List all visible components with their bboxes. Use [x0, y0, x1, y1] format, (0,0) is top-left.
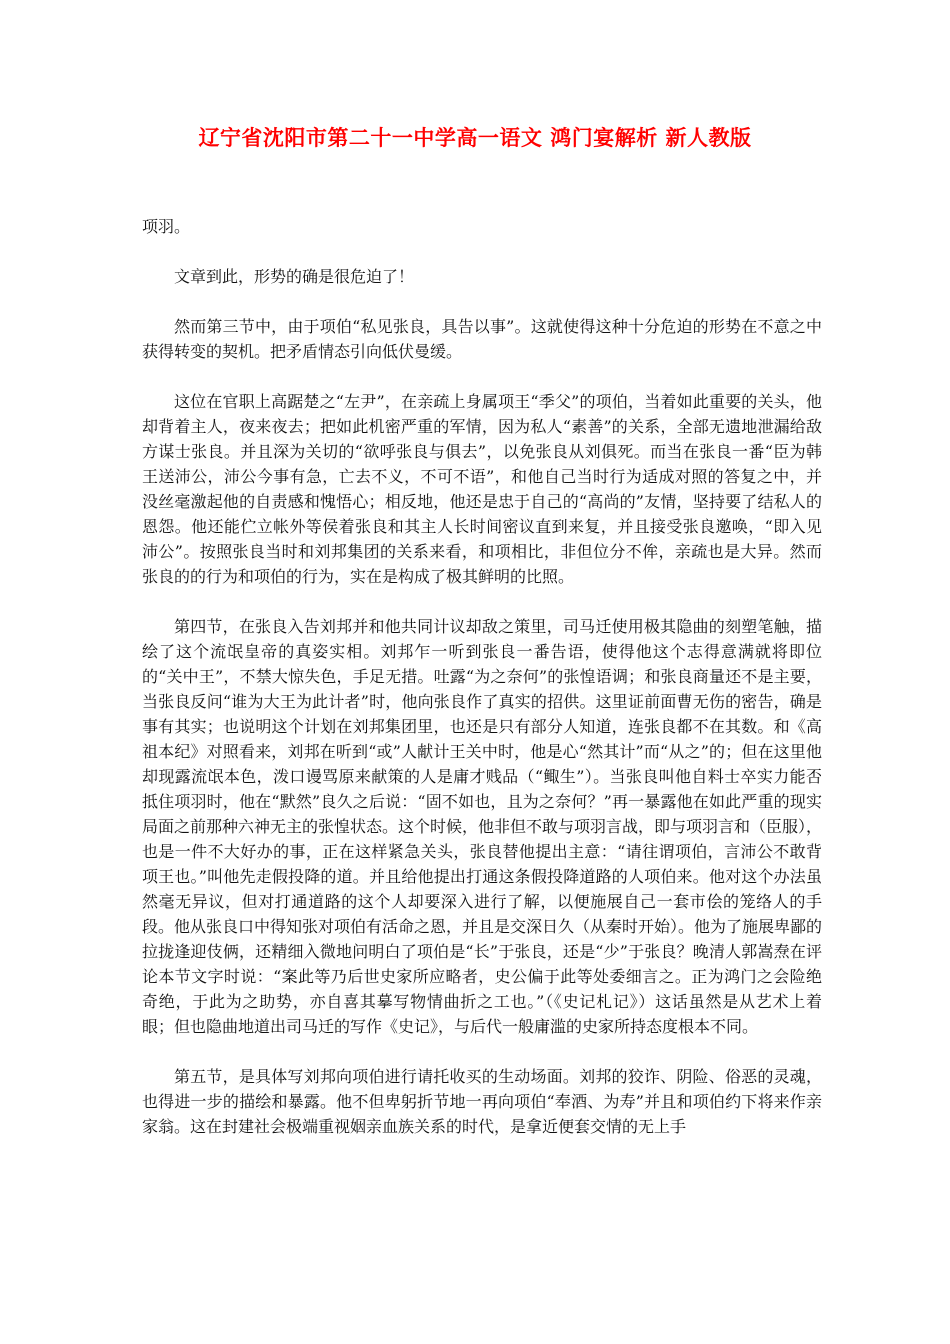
- paragraph-5: 第四节，在张良入告刘邦并和他共同计议却敌之策里，司马迁使用极其隐曲的刻塑笔触，描绘了这个流氓皇帝的真姿实相。刘邦乍一听到张良一番告语，使得他这个志得意满就将即位的“关中王”，不禁大惊失色，手足无措。吐露“为之奈何”的张惶语调；和张良商量还不是主要，当张良反问“谁为大王为此计者”时，他向张良作了真实的招供。这里证前面曹无伤的密告，确是事有其实；也说明这个计划在刘邦集团里，也还是只有部分人知道，连张良都不在其数。和《高祖本纪》对照看来，刘邦在听到“或”人献计王关中时，他是心“然其计”而“从之”的；但在这里他却现露流氓本色，泼口谩骂原来献策的人是庸才贱品（“鲰生”）。当张良叫他自料士卒实力能否抵住项羽时，他在“默然”良久之后说：“固不如也，且为之奈何？”再一暴露他在如此严重的现实局面之前那种六神无主的张惶状态。这个时候，他非但不敢与项羽言战，即与项羽言和（臣服），也是一件不大好办的事，正在这样紧急关头，张良替他提出主意：“请往谓项伯，言沛公不敢背项王也。”叫他先走假投降的道。并且给他提出打通这条假投降道路的人项伯来。他对这个办法虽然毫无异议，但对打通道路的这个人却要深入进行了解，以便施展自己一套市侩的笼络人的手段。他从张良口中得知张对项伯有活命之恩，并且是交深日久（从秦时开始）。他为了施展卑鄙的拉拢逢迎伎俩，还精细入微地问明白了项伯是“长”于张良，还是“少”于张良？晚清人郭嵩焘在评论本节文字时说：“案此等乃后世史家所应略者，史公偏于此等处委细言之。正为鸿门之会险绝奇绝，于此为之助势，亦自喜其摹写物情曲折之工也。”（《史记札记》）这话虽然是从艺术上着眼；但也隐曲地道出司马迁的写作《史记》，与后代一般庸滥的史家所持态度根本不同。: [142, 617, 823, 1036]
- document-body: [142, 214, 822, 1164]
- paragraph-6: 第五节，是具体写刘邦向项伯进行请托收买的生动场面。刘邦的狡诈、阴险、俗恶的灵魂，也得进一步的描绘和暴露。他不但卑躬折节地一再向项伯“奉酒、为寿”并且和项伯约下将来作亲家翁。这在封建社会极端重视姻亲血族关系的时代，是拿近便套交情的无上手: [142, 1067, 822, 1136]
- paragraph-4: 这位在官职上高踞楚之“左尹”，在亲疏上身属项王“季父”的项伯，当着如此重要的关头，他却背着主人，夜来夜去；把如此机密严重的军情，因为私人“素善”的关系，全部无遗地泄漏给敌方谋士张良。并且深为关切的“欲呼张良与俱去”，以免张良从刘俱死。而当在张良一番“臣为韩王送沛公，沛公今事有急，亡去不义，不可不语”，和他自己当时行为适成对照的答复之中，并没丝毫激起他的自责感和愧悟心；相反地，他还是忠于自己的“高尚的”友情，坚持要了结私人的恩怨。他还能伫立帐外等侯着张良和其主人长时间密议直到来复，并且接受张良邀唤，“即入见沛公”。按照张良当时和刘邦集团的关系来看，和项相比，非但位分不侔，亲疏也是大异。然而张良的的行为和项伯的行为，实在是构成了极其鲜明的比照。: [142, 392, 822, 586]
- paragraph-1: 项羽。: [142, 217, 191, 236]
- paragraph-3: 然而第三节中，由于项伯“私见张良，具告以事”。这就使得这种十分危迫的形势在不意之中获得转变的契机。把矛盾情态引向低伏曼缓。: [142, 317, 822, 361]
- paragraph-2: 文章到此，形势的确是很危迫了！: [174, 267, 415, 286]
- document-title: 辽宁省沈阳市第二十一中学高一语文 鸿门宴解析 新人教版: [198, 125, 752, 150]
